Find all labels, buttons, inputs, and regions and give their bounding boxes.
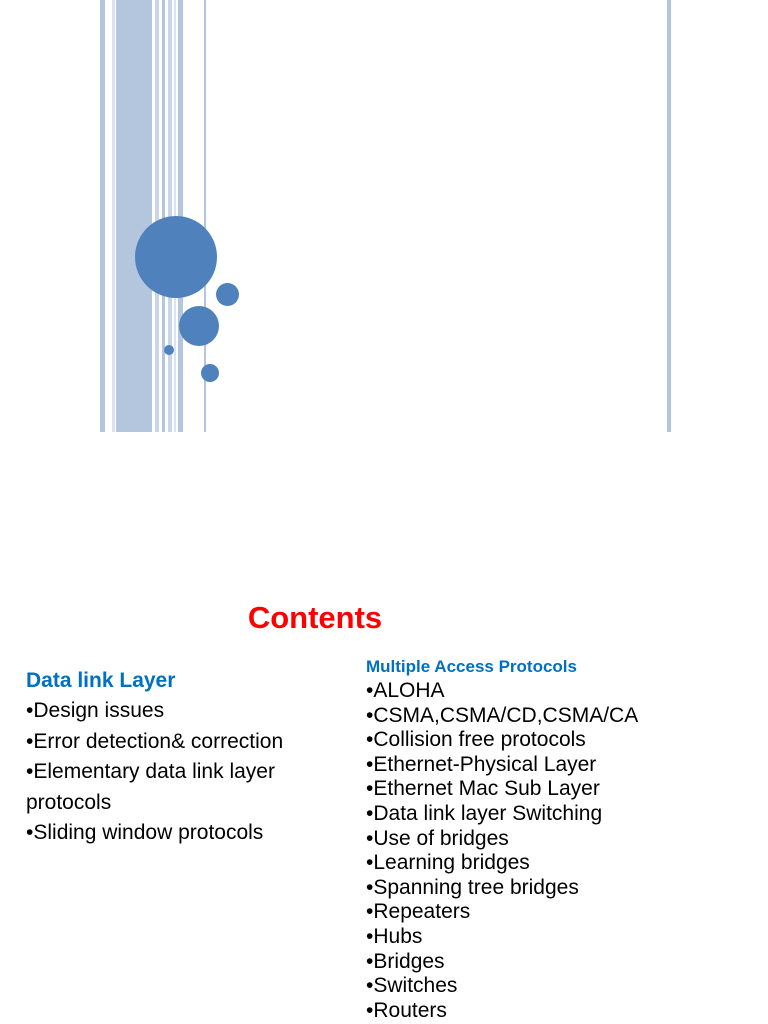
list-item: •CSMA,CSMA/CD,CSMA/CA	[366, 703, 639, 727]
decorative-stripe-wide	[116, 0, 152, 432]
list-item: •Elementary data link layer protocols	[26, 760, 275, 814]
contents-title: Contents	[247, 600, 383, 635]
multiple-access-list	[366, 679, 746, 1023]
decorative-circle-small	[216, 283, 239, 306]
right-column	[366, 655, 746, 1023]
list-item: •Design issues	[26, 699, 165, 722]
slide-right-border	[667, 0, 671, 432]
list-item: •Data link layer Switching	[366, 801, 603, 825]
list-item: •Switches	[366, 974, 458, 998]
decorative-stripe	[155, 0, 159, 432]
decorative-circle-small	[201, 364, 219, 382]
decorative-circle-large	[135, 216, 217, 298]
list-item: •Learning bridges	[366, 851, 530, 875]
data-link-layer-heading: Data link Layer	[26, 669, 176, 692]
list-item: •Routers	[366, 998, 447, 1022]
list-item: •Use of bridges	[366, 826, 509, 850]
data-link-layer-list	[26, 696, 346, 849]
list-item: •Collision free protocols	[366, 728, 586, 752]
list-item: •Bridges	[366, 949, 445, 973]
slide-left-border	[100, 0, 105, 432]
decorative-circle-tiny	[164, 345, 174, 355]
list-item: •Ethernet-Physical Layer	[366, 752, 597, 776]
multiple-access-heading: Multiple Access Protocols	[366, 657, 577, 676]
list-item: •Sliding window protocols	[26, 821, 264, 844]
list-item: •Repeaters	[366, 900, 471, 924]
decorative-stripe	[162, 0, 165, 432]
list-item: •Error detection& correction	[26, 729, 284, 753]
left-column	[26, 666, 346, 849]
list-item: •Hubs	[366, 924, 423, 948]
list-item: •Spanning tree bridges	[366, 875, 579, 899]
list-item: •Ethernet Mac Sub Layer	[366, 777, 600, 801]
title-slide	[0, 0, 768, 432]
list-item: •ALOHA	[366, 679, 445, 702]
decorative-stripe	[112, 0, 115, 432]
decorative-circle-medium	[179, 306, 219, 346]
